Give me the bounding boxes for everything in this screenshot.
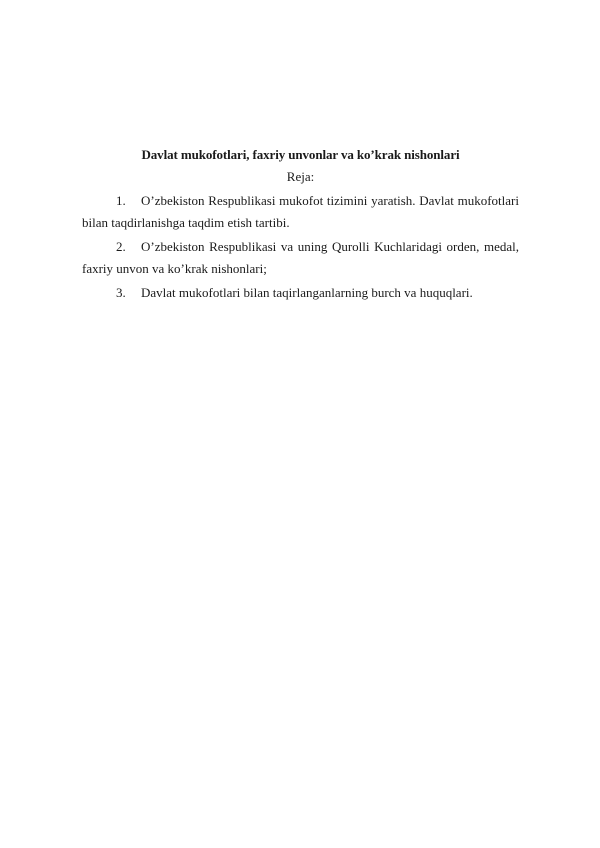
document-title: Davlat mukofotlari, faxriy unvonlar va ko’krak nishonlari [141,147,460,162]
plan-item-number: 3. [116,285,126,300]
plan-item-number: 2. [116,239,126,254]
plan-heading: Reja: [286,169,315,184]
plan-item-text: Davlat mukofotlari bilan taqirlanganlarning burch va huquqlari. [141,285,473,300]
plan-item-text: O’zbekiston Respublikasi mukofot tizimini yaratish. Davlat mukofotlari bilan taqdirlanishga taqdim etish tartibi. [82,193,519,230]
plan-item [82,282,519,304]
plan-item [82,236,519,280]
plan-item-number: 1. [116,193,126,208]
document-content [82,146,519,306]
plan-item [82,190,519,234]
plan-item-text: O’zbekiston Respublikasi va uning Qurolli Kuchlaridagi orden, medal, faxriy unvon va ko’krak nishonlari; [82,239,519,276]
